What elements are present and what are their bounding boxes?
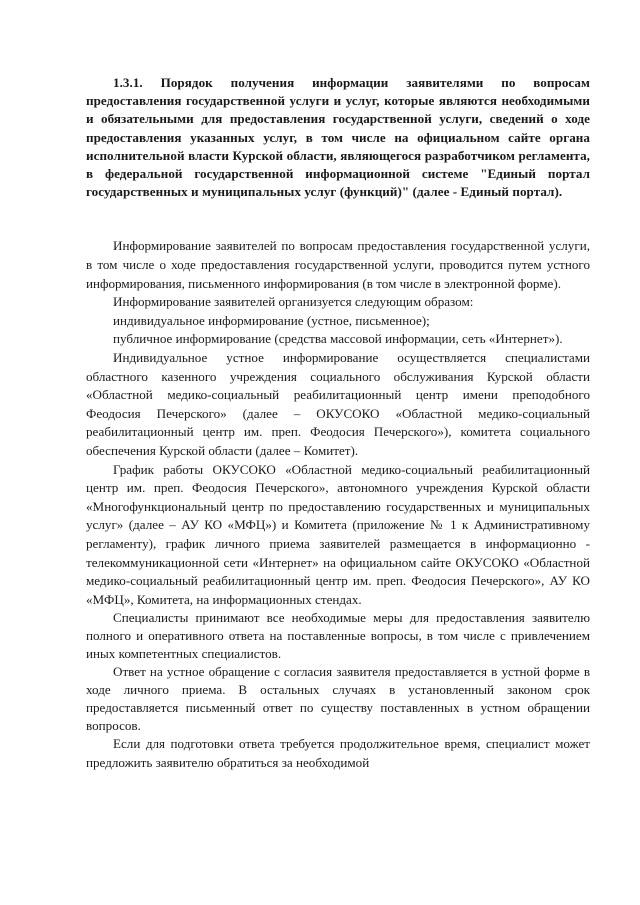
- paragraph-work-schedule: График работы ОКУСОКО «Областной медико-социальный реабилитационный центр им. преп. Феодосия Печерского», автономного учреждения Курской области «Многофункциональный центр по предоставлению государственных и муниципальных услуг» (далее – АУ КО «МФЦ») и Комитета (приложение № 1 к Административному регламенту), график личного приема заявителей размещается в информационно - телекоммуникационной сети «Интернет» на официальном сайте ОКУСОКО «Областной медико-социальный реабилитационный центр им. преп. Феодосия Печерского», АУ КО «МФЦ», Комитета, на информационных стендах.: [86, 461, 590, 607]
- paragraph-specialists-measures: Специалисты принимают все необходимые меры для предоставления заявителю полного и оперативного ответа на поставленные вопросы, в том числе с привлечением иных компетентных специалистов.: [86, 610, 590, 662]
- paragraph-oral-informing: Индивидуальное устное информирование осуществляется специалистами областного казенного учреждения социального обслуживания Курской области «Областной медико-социальный реабилитационный центр имени преподобного Феодосия Печерского» (далее – ОКУСОКО «Областной медико-социальный реабилитационный центр им. преп. Феодосия Печерского»), комитета социального обеспечения Курской области (далее – Комитет).: [86, 349, 590, 458]
- paragraph-informing-scope: Информирование заявителей по вопросам предоставления государственной услуги, в том числе о ходе предоставления государственной услуги, проводится путем устного информирования, письменного информирования (в том числе в электронной форме).: [86, 238, 590, 291]
- paragraph-oral-response: Ответ на устное обращение с согласия заявителя предоставляется в устной форме в ходе личного приема. В остальных случаях в установленный законом срок предоставляется письменный ответ по существу поставленных в устном обращении вопросов.: [86, 664, 590, 734]
- paragraph-public-informing: публичное информирование (средства массовой информации, сеть «Интернет»).: [113, 331, 563, 347]
- document-page: [86, 74, 590, 772]
- paragraph-individual-informing: индивидуальное информирование (устное, письменное);: [113, 312, 430, 328]
- paragraph-long-preparation: Если для подготовки ответа требуется продолжительное время, специалист может предложить заявителю обратиться за необходимой: [86, 736, 590, 770]
- section-heading: 1.3.1. Порядок получения информации заявителями по вопросам предоставления государственной услуги и услуг, которые являются необходимыми и обязательными для предоставления государственной услуги, сведений о ходе предоставления указанных услуг, в том числе на официальном сайте органа исполнительной власти Курской области, являющегося разработчиком регламента, в федеральной государственной информационной системе "Единый портал государственных и муниципальных услуг (функций)" (далее - Единый портал).: [86, 75, 590, 200]
- paragraph-informing-organization: Информирование заявителей организуется следующим образом:: [113, 294, 474, 310]
- section-gap: [86, 201, 590, 237]
